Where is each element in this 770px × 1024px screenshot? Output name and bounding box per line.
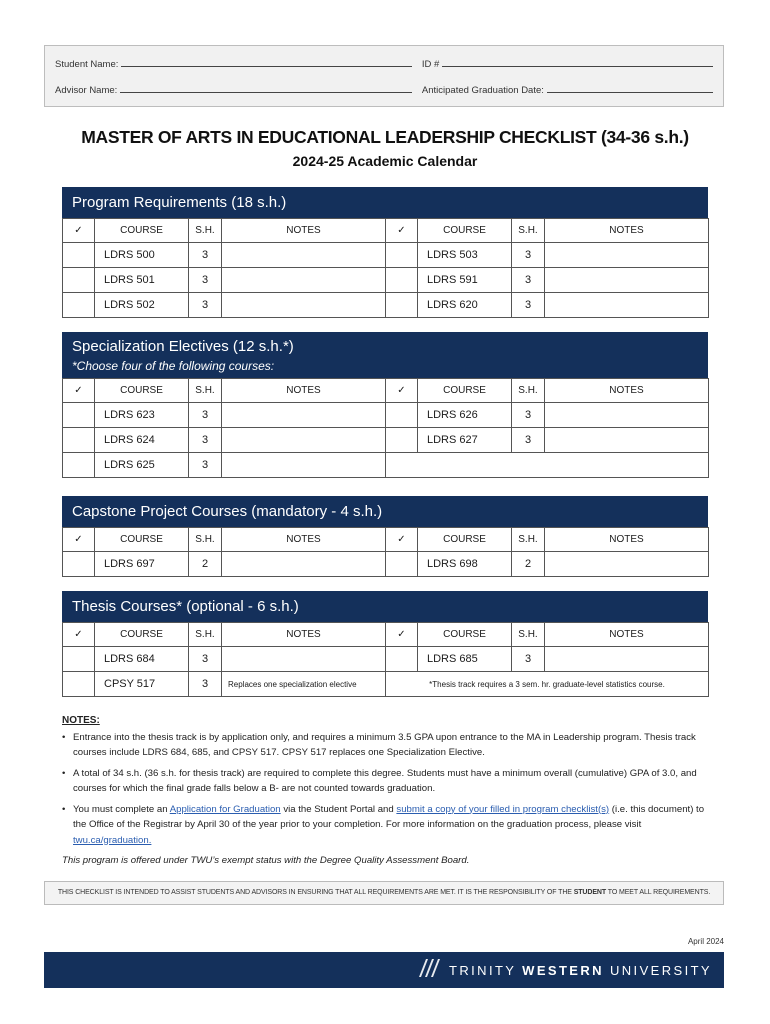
check-column-header: ✓ <box>63 379 95 403</box>
course-sh: 3 <box>189 403 222 428</box>
check-box[interactable] <box>386 243 418 268</box>
notes-cell[interactable] <box>222 428 386 453</box>
sh-column-header: S.H. <box>512 219 545 243</box>
course-sh: 3 <box>189 293 222 318</box>
notes-cell[interactable] <box>222 453 386 478</box>
notes-cell[interactable] <box>222 293 386 318</box>
course-table <box>62 622 709 697</box>
check-box[interactable] <box>63 293 95 318</box>
course-column-header: COURSE <box>418 623 512 647</box>
notes-cell[interactable] <box>222 647 386 672</box>
course-sh: 2 <box>512 552 545 577</box>
notes-list <box>62 730 712 849</box>
course-code: LDRS 620 <box>418 293 512 318</box>
course-note: Replaces one specialization elective <box>222 672 386 697</box>
check-column-header: ✓ <box>63 528 95 552</box>
student-name-line[interactable] <box>121 58 412 67</box>
notes-block <box>62 713 712 869</box>
course-sh: 3 <box>189 647 222 672</box>
check-box[interactable] <box>386 428 418 453</box>
notes-cell[interactable] <box>545 243 709 268</box>
course-sh: 2 <box>189 552 222 577</box>
course-column-header: COURSE <box>418 528 512 552</box>
list-item: • A total of 34 s.h. (36 s.h. for thesis track) are required to complete this degree. Students must have a minimum overall (cumulative) GPA of 3.0, and courses for which the final grade falls below a B- are not counted towards graduation. <box>62 766 712 797</box>
table-header-row <box>63 219 709 243</box>
course-sh: 3 <box>512 243 545 268</box>
check-box[interactable] <box>386 552 418 577</box>
notes-cell[interactable] <box>222 268 386 293</box>
student-name-label: Student Name: <box>55 59 119 70</box>
course-sh: 3 <box>512 293 545 318</box>
check-box[interactable] <box>386 293 418 318</box>
grad-date-label: Anticipated Graduation Date: <box>421 85 544 96</box>
course-sh: 3 <box>189 453 222 478</box>
course-column-header: COURSE <box>418 219 512 243</box>
table-row <box>63 243 709 268</box>
course-column-header: COURSE <box>95 379 189 403</box>
course-code: LDRS 502 <box>95 293 189 318</box>
note-text: You must complete an <box>73 803 170 815</box>
check-column-header: ✓ <box>386 219 418 243</box>
notes-cell[interactable] <box>222 243 386 268</box>
advisor-name-label: Advisor Name: <box>55 85 118 96</box>
section-title: Capstone Project Courses (mandatory - 4 s.h.) <box>72 503 383 520</box>
notes-cell[interactable] <box>545 293 709 318</box>
course-sh: 3 <box>189 672 222 697</box>
section-subtitle: *Choose four of the following courses: <box>72 359 275 373</box>
list-item <box>62 802 712 849</box>
section-title: Specialization Electives (12 s.h.*) <box>72 338 294 355</box>
check-column-header: ✓ <box>386 379 418 403</box>
course-code: LDRS 685 <box>418 647 512 672</box>
note-text: via the Student Portal and <box>280 803 397 815</box>
sh-column-header: S.H. <box>512 379 545 403</box>
notes-cell[interactable] <box>222 403 386 428</box>
table-row <box>63 428 709 453</box>
section-header <box>62 591 708 622</box>
check-box[interactable] <box>63 428 95 453</box>
empty-cell <box>386 453 709 478</box>
university-name-part: TRINITY <box>449 962 523 978</box>
student-id-line[interactable] <box>442 58 713 67</box>
course-code: LDRS 500 <box>95 243 189 268</box>
footer-bar <box>44 952 724 988</box>
revision-date: April 2024 <box>687 937 724 946</box>
table-row <box>63 268 709 293</box>
course-code: LDRS 625 <box>95 453 189 478</box>
table-header-row <box>63 623 709 647</box>
check-column-header: ✓ <box>63 219 95 243</box>
notes-column-header: NOTES <box>545 623 709 647</box>
page-subtitle: 2024-25 Academic Calendar <box>292 153 478 169</box>
course-code: LDRS 624 <box>95 428 189 453</box>
disclaimer-text: THIS CHECKLIST IS INTENDED TO ASSIST STUDENTS AND ADVISORS IN ENSURING THAT ALL REQUIREMENTS ARE MET. IT IS THE RESPONSIBILITY OF THE <box>57 889 574 896</box>
notes-column-header: NOTES <box>545 219 709 243</box>
notes-cell[interactable] <box>222 552 386 577</box>
sh-column-header: S.H. <box>512 623 545 647</box>
section-header <box>62 332 708 378</box>
course-code: CPSY 517 <box>95 672 189 697</box>
capstone-section <box>62 496 708 577</box>
check-box[interactable] <box>63 403 95 428</box>
disclaimer-box <box>44 881 724 905</box>
notes-column-header: NOTES <box>222 528 386 552</box>
notes-cell[interactable] <box>545 552 709 577</box>
check-box[interactable] <box>386 268 418 293</box>
section-header <box>62 187 708 218</box>
course-sh: 3 <box>512 268 545 293</box>
notes-cell[interactable] <box>545 647 709 672</box>
course-column-header: COURSE <box>95 623 189 647</box>
submit-checklist-link[interactable]: submit a copy of your filled in program checklist(s) <box>396 803 610 815</box>
check-box[interactable] <box>63 672 95 697</box>
course-column-header: COURSE <box>95 528 189 552</box>
application-for-graduation-link[interactable]: Application for Graduation <box>169 803 281 815</box>
section-header <box>62 496 708 527</box>
course-sh: 3 <box>189 428 222 453</box>
course-code: LDRS 503 <box>418 243 512 268</box>
notes-column-header: NOTES <box>222 379 386 403</box>
student-id-field[interactable] <box>422 58 713 70</box>
course-code: LDRS 626 <box>418 403 512 428</box>
sh-column-header: S.H. <box>189 528 222 552</box>
course-sh: 3 <box>512 647 545 672</box>
grad-date-field[interactable] <box>422 84 713 96</box>
student-info-box <box>44 45 724 107</box>
course-sh: 3 <box>189 268 222 293</box>
notes-column-header: NOTES <box>545 379 709 403</box>
course-code: LDRS 684 <box>95 647 189 672</box>
check-column-header: ✓ <box>63 623 95 647</box>
course-sh: 3 <box>189 243 222 268</box>
notes-column-header: NOTES <box>545 528 709 552</box>
course-table <box>62 378 709 478</box>
program-requirements-section <box>62 187 708 318</box>
table-row <box>63 293 709 318</box>
course-sh: 3 <box>512 403 545 428</box>
course-table <box>62 527 709 577</box>
course-column-header: COURSE <box>95 219 189 243</box>
notes-cell[interactable] <box>545 428 709 453</box>
sh-column-header: S.H. <box>189 623 222 647</box>
notes-column-header: NOTES <box>222 219 386 243</box>
course-code: LDRS 627 <box>418 428 512 453</box>
notes-cell[interactable] <box>545 268 709 293</box>
course-code: LDRS 591 <box>418 268 512 293</box>
check-box[interactable] <box>63 268 95 293</box>
thesis-section <box>62 591 708 697</box>
notes-heading: NOTES: <box>62 715 100 726</box>
course-column-header: COURSE <box>418 379 512 403</box>
twu-leaf-icon <box>417 957 449 984</box>
table-row <box>63 403 709 428</box>
check-box[interactable] <box>63 552 95 577</box>
check-box[interactable] <box>386 403 418 428</box>
advisor-name-line[interactable] <box>120 84 412 93</box>
note-text: (i.e. this document) to the Office of the Registrar by April 30 of the year prior to your completion. For more information on the graduation process, please visit <box>73 803 705 830</box>
course-code: LDRS 623 <box>95 403 189 428</box>
sh-column-header: S.H. <box>189 379 222 403</box>
check-box[interactable] <box>386 647 418 672</box>
student-name-field[interactable] <box>55 58 412 70</box>
course-code: LDRS 698 <box>418 552 512 577</box>
table-row <box>63 453 709 478</box>
exempt-status-statement: This program is offered under TWU’s exempt status with the Degree Quality Assessment Board. <box>62 855 470 866</box>
university-name-part: UNIVERSITY <box>603 962 712 978</box>
notes-column-header: NOTES <box>222 623 386 647</box>
table-row <box>63 552 709 577</box>
check-box[interactable] <box>63 647 95 672</box>
table-header-row <box>63 379 709 403</box>
check-column-header: ✓ <box>386 623 418 647</box>
check-box[interactable] <box>63 243 95 268</box>
university-logo <box>417 952 712 988</box>
notes-cell[interactable] <box>545 403 709 428</box>
page-title: MASTER OF ARTS IN EDUCATIONAL LEADERSHIP CHECKLIST (34-36 s.h.) <box>81 127 689 147</box>
sh-column-header: S.H. <box>512 528 545 552</box>
section-title: Thesis Courses* (optional - 6 s.h.) <box>72 598 299 615</box>
advisor-name-field[interactable] <box>55 84 412 96</box>
table-row <box>63 672 709 697</box>
table-row <box>63 647 709 672</box>
grad-date-line[interactable] <box>547 84 713 93</box>
university-name-part: WESTERN <box>522 962 604 978</box>
check-box[interactable] <box>63 453 95 478</box>
course-sh: 3 <box>512 428 545 453</box>
check-column-header: ✓ <box>386 528 418 552</box>
thesis-track-note: *Thesis track requires a 3 sem. hr. graduate-level statistics course. <box>386 672 709 697</box>
section-title: Program Requirements (18 s.h.) <box>72 194 287 211</box>
course-table <box>62 218 709 318</box>
student-id-label: ID # <box>421 59 440 70</box>
list-item: • Entrance into the thesis track is by application only, and requires a minimum 3.5 GPA upon entrance to the MA in Leadership program. Thesis track courses include LDRS 684, 685, and CPSY 517. CPSY 517 replaces one Specialization Elective. <box>62 730 712 761</box>
graduation-url-link[interactable]: twu.ca/graduation. <box>73 834 152 846</box>
university-name <box>449 963 712 978</box>
table-header-row <box>63 528 709 552</box>
course-code: LDRS 501 <box>95 268 189 293</box>
course-code: LDRS 697 <box>95 552 189 577</box>
specialization-electives-section <box>62 332 708 478</box>
sh-column-header: S.H. <box>189 219 222 243</box>
disclaimer-emphasis: STUDENT <box>573 889 607 896</box>
disclaimer-text: TO MEET ALL REQUIREMENTS. <box>606 889 711 896</box>
